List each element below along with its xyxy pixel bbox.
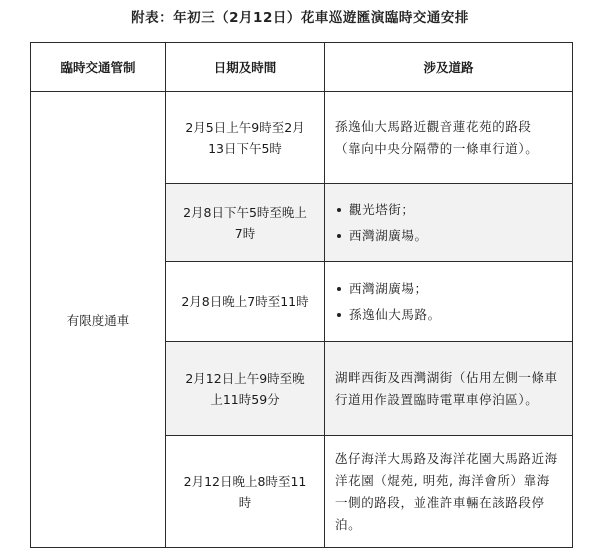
road-list-item: 觀光塔街；: [349, 197, 562, 223]
header-date-time: 日期及時間: [166, 43, 325, 92]
road-cell: [325, 262, 573, 342]
table-header-row: [31, 43, 573, 92]
road-list-item: 西灣湖廣場。: [349, 223, 562, 249]
control-measure-cell: 有限度通車: [31, 92, 166, 548]
date-time-cell: 2月5日上午9時至2月13日下午5時: [166, 92, 325, 184]
road-cell: 氹仔海洋大馬路及海洋花園大馬路近海洋花園（焜苑, 明苑, 海洋會所）靠海一側的路段，並准許車輛在該路段停泊。: [325, 436, 573, 548]
header-traffic-control: 臨時交通管制: [31, 43, 166, 92]
table-caption: 附表：年初三（2月12日）花車巡遊匯演臨時交通安排: [131, 10, 469, 26]
date-time-cell: 2月12日上午9時至晚上11時59分: [166, 342, 325, 436]
date-time-cell: 2月8日晚上7時至11時: [166, 262, 325, 342]
date-time-cell: 2月8日下午5時至晚上7時: [166, 184, 325, 262]
date-time-cell: 2月12日晚上8時至11時: [166, 436, 325, 548]
road-cell: 孫逸仙大馬路近觀音蓮花苑的路段 （靠向中央分隔帶的一條車行道）。: [325, 92, 573, 184]
table-row: [31, 92, 573, 184]
header-roads: 涉及道路: [325, 43, 573, 92]
road-cell: 湖畔西街及西灣湖街（佔用左側一條車行道用作設置臨時電單車停泊區）。: [325, 342, 573, 436]
road-list-item: 孫逸仙大馬路。: [349, 302, 562, 328]
road-cell: [325, 184, 573, 262]
traffic-arrangement-table: [30, 42, 573, 548]
road-list: [335, 276, 562, 328]
road-list-item: 西灣湖廣場；: [349, 276, 562, 302]
road-list: [335, 197, 562, 249]
